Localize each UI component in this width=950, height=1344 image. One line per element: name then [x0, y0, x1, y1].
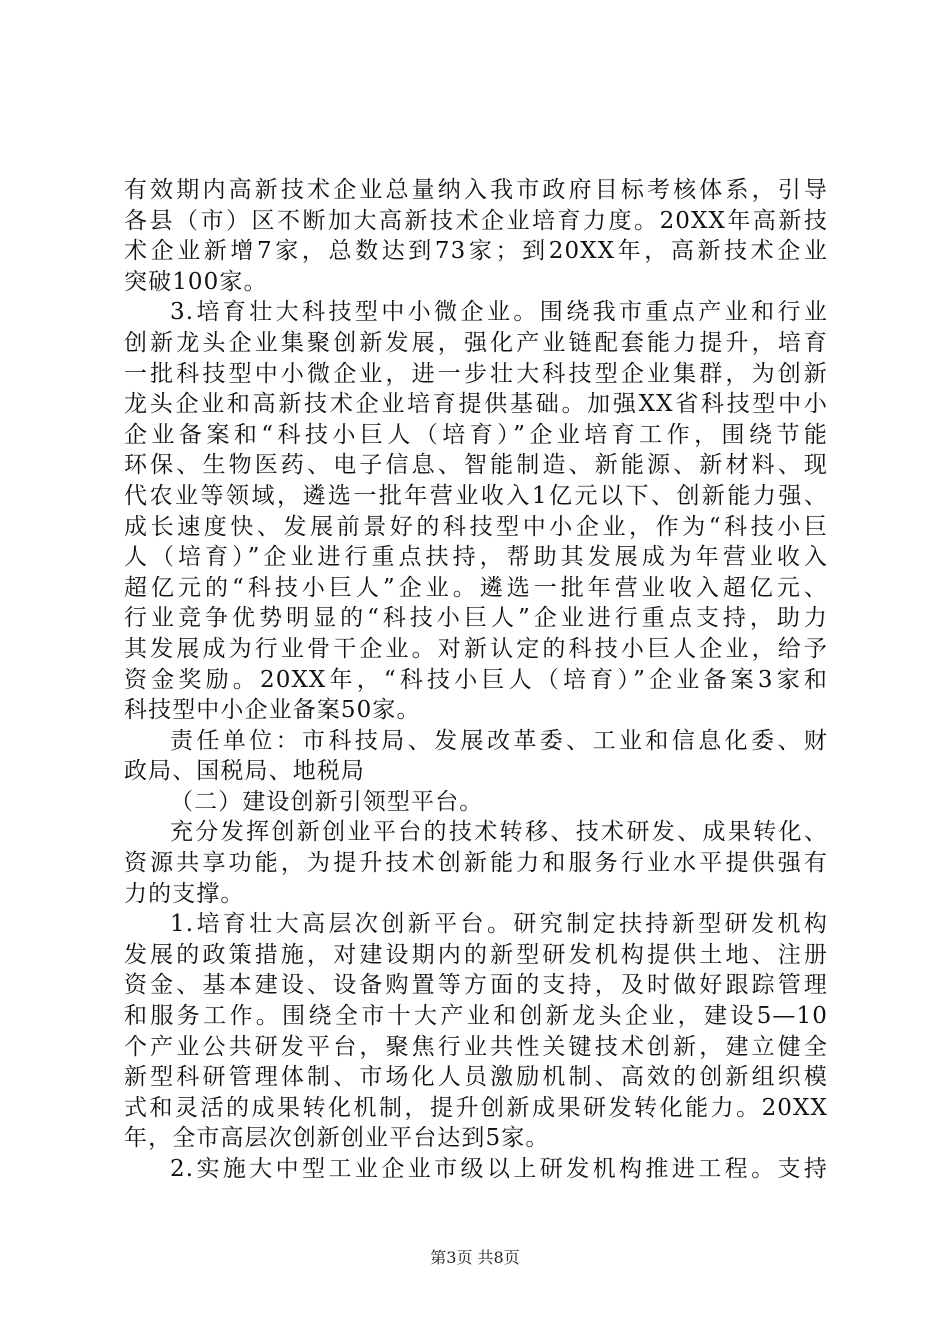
text-line: 个产业公共研发平台，聚焦行业共性关键技术创新，建立健全 [124, 1033, 828, 1060]
text-line: 超亿元的“科技小巨人”企业。遴选一批年营业收入超亿元、 [124, 574, 828, 601]
text-line: 充分发挥创新创业平台的技术转移、技术研发、成果转化、 [170, 819, 828, 846]
text-line: 3.培育壮大科技型中小微企业。围绕我市重点产业和行业 [170, 299, 828, 326]
body-text [124, 175, 828, 1185]
text-line: 发展的政策措施，对建设期内的新型研发机构提供土地、注册 [124, 941, 828, 968]
text-line: 新型科研管理体制、市场化人员激励机制、高效的创新组织模 [124, 1064, 828, 1091]
text-line: 2.实施大中型工业企业市级以上研发机构推进工程。支持 [170, 1156, 828, 1182]
text-line: 环保、生物医药、电子信息、智能制造、新能源、新材料、现 [124, 452, 828, 479]
text-line: 成长速度快、发展前景好的科技型中小企业，作为“科技小巨 [124, 513, 828, 540]
text-line: 责任单位：市科技局、发展改革委、工业和信息化委、财 [170, 727, 828, 754]
text-line: 突破100家。 [124, 268, 268, 295]
text-line: 一批科技型中小微企业，进一步壮大科技型企业集群，为创新 [124, 360, 828, 387]
text-line: 年，全市高层次创新创业平台达到5家。 [124, 1125, 550, 1152]
text-line: 龙头企业和高新技术企业培育提供基础。加强XX省科技型中小 [124, 391, 828, 418]
text-line: 创新龙头企业集聚创新发展，强化产业链配套能力提升，培育 [124, 329, 828, 356]
text-line: 资金、基本建设、设备购置等方面的支持，及时做好跟踪管理 [124, 972, 828, 999]
text-line: 式和灵活的成果转化机制，提升创新成果研发转化能力。20XX [124, 1094, 828, 1121]
text-line: 力的支撑。 [124, 880, 245, 907]
text-line: 代农业等领域，遴选一批年营业收入1亿元以下、创新能力强、 [124, 482, 828, 509]
text-line: 有效期内高新技术企业总量纳入我市政府目标考核体系，引导 [124, 177, 828, 203]
text-line: 其发展成为行业骨干企业。对新认定的科技小巨人企业，给予 [124, 635, 828, 662]
page-number-footer: 第3页 共8页 [430, 1248, 520, 1267]
text-line: 和服务工作。围绕全市十大产业和创新龙头企业，建设5—10 [124, 1003, 828, 1030]
text-line: 1.培育壮大高层次创新平台。研究制定扶持新型研发机构 [170, 911, 828, 938]
section-heading: （二）建设创新引领型平台。 [170, 788, 484, 815]
text-line: 资源共享功能，为提升技术创新能力和服务行业水平提供强有 [124, 850, 828, 877]
text-line: 政局、国税局、地税局 [124, 758, 365, 785]
text-line: 资金奖励。20XX年，“科技小巨人（培育）”企业备案3家和 [124, 666, 828, 693]
text-line: 行业竞争优势明显的“科技小巨人”企业进行重点支持，助力 [124, 605, 828, 632]
text-line: 术企业新增7家，总数达到73家；到20XX年，高新技术企业 [124, 238, 828, 265]
text-line: 科技型中小企业备案50家。 [124, 697, 421, 724]
text-line: 各县（市）区不断加大高新技术企业培育力度。20XX年高新技 [124, 207, 828, 234]
text-line: 人（培育）”企业进行重点扶持，帮助其发展成为年营业收入 [124, 544, 828, 571]
text-line: 企业备案和“科技小巨人（培育）”企业培育工作，围绕节能 [124, 421, 828, 448]
